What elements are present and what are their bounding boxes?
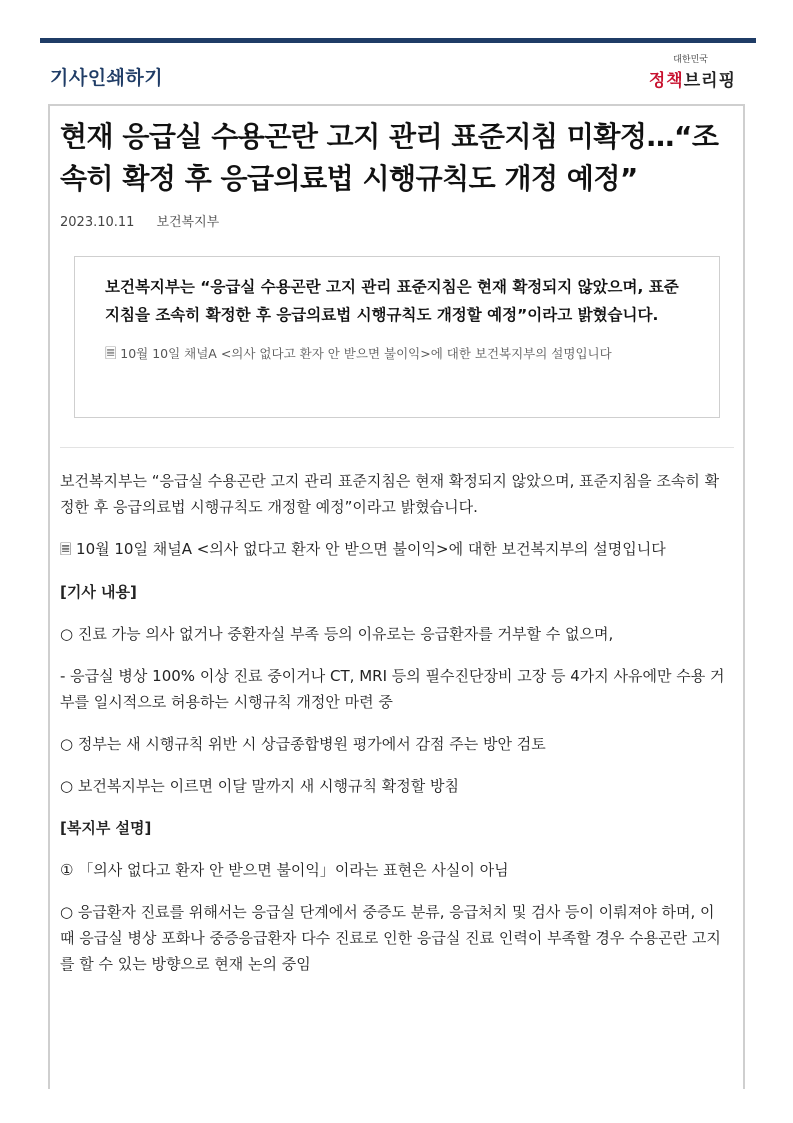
logo-subtitle: 대한민국 xyxy=(673,55,708,65)
section-heading-article: [기사 내용] xyxy=(60,583,137,601)
article-summary-box xyxy=(74,256,720,418)
body-paragraph: ○ 진료 가능 의사 없거나 중환자실 부족 등의 이유로는 응급환자를 거부할 수 없으며, xyxy=(60,625,614,643)
body-paragraph: ① 「의사 없다고 환자 안 받으면 불이익」이라는 표현은 사실이 아님 xyxy=(60,861,509,879)
article-body xyxy=(60,468,732,993)
body-paragraph: - 응급실 병상 100% 이상 진료 중이거나 CT, MRI 등의 필수진단장비 고장 등 4가지 사유에만 수용 거부를 일시적으로 허용하는 시행규칙 개정안 마련 중 xyxy=(60,667,725,711)
section-heading-explanation: [복지부 설명] xyxy=(60,819,152,837)
logo-wordmark-rest: 브리핑 xyxy=(683,71,736,91)
body-paragraph: ○ 정부는 새 시행규칙 위반 시 상급종합병원 평가에서 감점 주는 방안 검토 xyxy=(60,735,546,753)
document-icon: 🗏 xyxy=(60,542,72,558)
body-paragraph: 보건복지부는 “응급실 수용곤란 고지 관리 표준지침은 현재 확정되지 않았으며, 표준지침을 조속히 확정한 후 응급의료법 시행규칙도 개정할 예정”이라고 밝혔습니다. xyxy=(60,472,720,516)
summary-note-text: 10월 10일 채널A <의사 없다고 환자 안 받으면 불이익>에 대한 보건복지부의 설명입니다 xyxy=(120,346,612,361)
logo-wordmark xyxy=(646,66,736,91)
body-note-paragraph xyxy=(60,536,732,563)
korea-policy-briefing-logo xyxy=(646,52,736,96)
print-page-title: 기사인쇄하기 xyxy=(50,67,164,89)
summary-text: 보건복지부는 “응급실 수용곤란 고지 관리 표준지침은 현재 확정되지 않았으며, 표준지침을 조속히 확정한 후 응급의료법 시행규칙도 개정할 예정”이라고 밝혔습니다. xyxy=(105,278,679,324)
article-date: 2023.10.11 xyxy=(60,215,135,230)
body-paragraph: ○ 응급환자 진료를 위해서는 응급실 단계에서 중증도 분류, 응급처치 및 검사 등이 이뤄져야 하며, 이 때 응급실 병상 포화나 중증응급환자 다수 진료로 인한 응급실 진료 인력이 부족할 경우 수용곤란 고지를 할 수 있는 방향으로 현재 논의 중임 xyxy=(60,903,721,973)
summary-note xyxy=(105,343,691,367)
body-note-text: 10월 10일 채널A <의사 없다고 환자 안 받으면 불이익>에 대한 보건복지부의 설명입니다 xyxy=(76,540,666,558)
content-divider xyxy=(60,447,734,448)
print-header xyxy=(40,43,756,105)
article-source: 보건복지부 xyxy=(156,215,220,230)
body-paragraph: ○ 보건복지부는 이르면 이달 말까지 새 시행규칙 확정할 방침 xyxy=(60,777,459,795)
article-headline: 현재 응급실 수용곤란 고지 관리 표준지침 미확정…“조속히 확정 후 응급의료법 시행규칙도 개정 예정” xyxy=(60,120,719,195)
logo-wordmark-accent: 정책 xyxy=(648,71,684,91)
document-icon: 🗏 xyxy=(105,346,117,362)
article-meta xyxy=(60,211,219,230)
